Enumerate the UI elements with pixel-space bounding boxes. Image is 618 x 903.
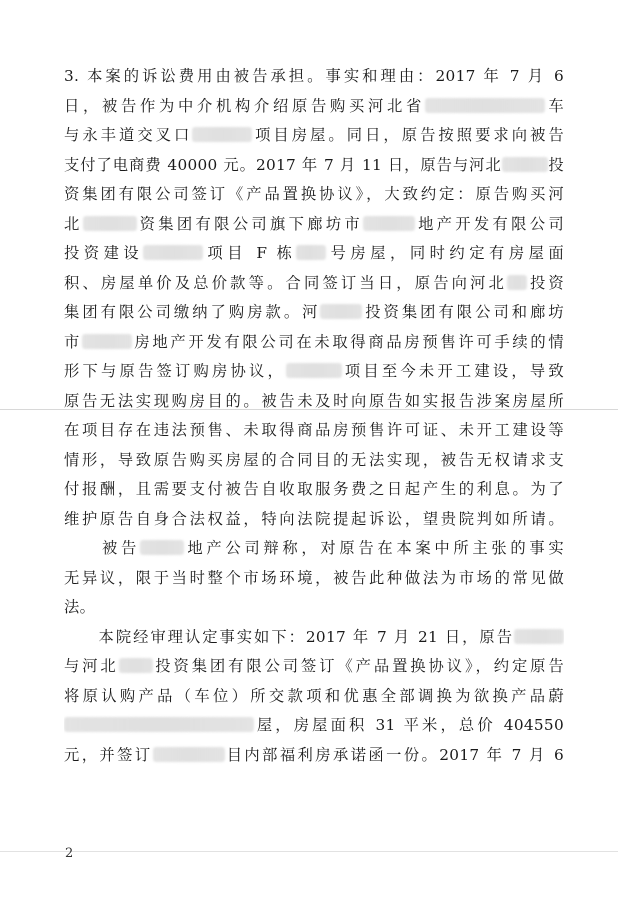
redaction-mask xyxy=(286,363,342,378)
footer-divider xyxy=(0,851,618,852)
page-number: 2 xyxy=(65,846,74,861)
redaction-mask xyxy=(140,540,184,555)
redaction-mask xyxy=(153,747,225,762)
text-line-14: 情形，导致原告购买房屋的合同目的无法实现，被告无权请求支 xyxy=(64,450,564,469)
redaction-mask xyxy=(82,334,132,349)
text-line-7: 投资建设 项目 F 栋 号房屋，同时约定有房屋面 xyxy=(64,244,564,262)
text-line-17: 被告 地产公司辩称，对原告在本案中所主张的事实 xyxy=(64,539,564,557)
text-line-22: 将原认购产品（车位）所交款项和优惠全部调换为欲换产品蔚 xyxy=(64,686,564,705)
text-line-12: 原告无法实现购房目的。被告未及时向原告如实报告涉案房屋所 xyxy=(64,391,564,410)
redaction-mask xyxy=(143,245,203,260)
redaction-mask xyxy=(296,245,326,260)
redaction-mask xyxy=(320,304,362,319)
redaction-mask xyxy=(425,98,545,113)
text-line-8: 积、房屋单价及总价款等。合同签订当日，原告向河北 投资 xyxy=(64,273,564,292)
text-line-4: 支付了电商费 40000 元。2017 年 7 月 11 日，原告与河北 投 xyxy=(64,155,564,174)
text-line-19: 法。 xyxy=(64,598,96,616)
text-line-15: 付报酬，且需要支付被告自收取服务费之日起产生的利息。为了 xyxy=(64,480,564,498)
text-line-16: 维护原告自身合法权益，特向法院提起诉讼，望贵院判如所请。 xyxy=(64,509,564,528)
text-line-1: 3. 本案的诉讼费用由被告承担。事实和理由：2017 年 7 月 6 xyxy=(64,67,564,85)
text-line-10: 市 房地产开发有限公司在未取得商品房预售许可手续的情 xyxy=(64,332,564,351)
redaction-mask xyxy=(363,216,415,231)
text-line-18: 无异议，限于当时整个市场环境，被告此种做法为市场的常见做 xyxy=(64,568,564,587)
text-line-24: 元，并签订 目内部福利房承诺函一份。2017 年 7 月 6 xyxy=(64,745,564,764)
text-line-9: 集团有限公司缴纳了购房款。河 投资集团有限公司和廊坊 xyxy=(64,303,564,321)
text-line-13: 在项目存在违法预售、未取得商品房预售许可证、未开工建设等 xyxy=(64,421,564,439)
text-line-2: 日，被告作为中介机构介绍原告购买河北省 车 xyxy=(64,96,564,115)
text-line-3: 与永丰道交叉口 项目房屋。同日，原告按照要求向被告 xyxy=(64,126,564,144)
redaction-mask xyxy=(64,717,254,732)
text-line-21: 与河北 投资集团有限公司签订《产品置换协议》，约定原告 xyxy=(64,657,564,675)
redaction-mask xyxy=(119,658,153,673)
text-line-11: 形下与原告签订购房协议， 项目至今未开工建设，导致 xyxy=(64,362,564,380)
redaction-mask xyxy=(507,275,527,290)
redaction-mask xyxy=(502,157,548,172)
text-line-20: 本院经审理认定事实如下：2017 年 7 月 21 日，原告 xyxy=(64,623,564,653)
redaction-mask xyxy=(514,629,564,644)
text-line-23: 屋，房屋面积 31 平米，总价 404550 xyxy=(64,711,564,741)
page-fold-divider xyxy=(0,409,618,410)
document-body xyxy=(64,62,564,770)
text-line-6: 北 资集团有限公司旗下廊坊市 地产开发有限公司 xyxy=(64,214,564,233)
redaction-mask xyxy=(83,216,137,231)
redaction-mask xyxy=(192,127,252,142)
text-line-5: 资集团有限公司签订《产品置换协议》，大致约定：原告购买河 xyxy=(64,185,564,203)
